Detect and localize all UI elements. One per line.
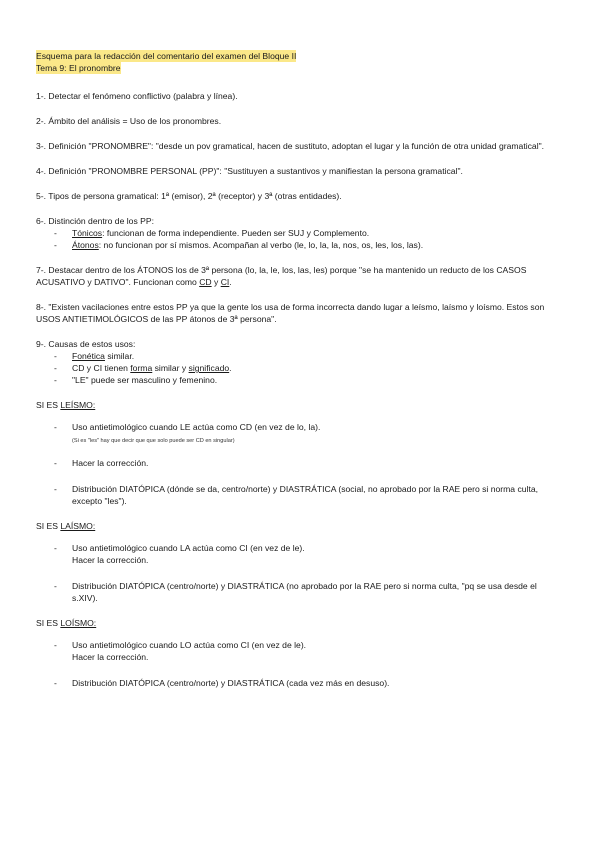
leismo-note: (Si es "les" hay que decir que que solo puede ser CD en singular) [72,438,235,444]
section-loismo [36,617,564,689]
item-6-list [36,227,564,251]
item-8: 8-. "Existen vacilaciones entre estos PP ya que la gente los usa de forma incorrecta dando lugar a leísmo, laísmo y loísmo. Estos son USOS ANTIETIMOLÓGICOS de las PP átonos de 3ª persona". [36,302,545,324]
list-item [54,362,564,374]
leismo-list [36,421,564,507]
list-item [54,483,564,507]
list-item-text: Distribución DIATÓPICA (centro/norte) y DIASTRÁTICA (no aprobado por la RAE pero si norma culta, "pq se usa desde el s.XIV). [72,581,537,603]
item-7-and: y [211,277,221,287]
list-item-text: CD y CI tienen [72,363,131,373]
heading-prefix: SI ES [36,521,61,531]
list-item-text: Uso antietimológico cuando LA actúa como CI (en vez de le). [72,543,305,553]
list-item [54,542,564,566]
list-item-text: Hacer la corrección. [72,555,149,565]
item-2: 2-. Ámbito del análisis = Uso de los pronombres. [36,116,222,126]
list-item-text: : no funcionan por sí mismos. Acompañan al verbo (le, lo, la, la, nos, os, les, los, las). [98,240,424,250]
heading-term: LAÍSMO: [60,521,96,531]
term-significado: significado [188,363,230,373]
item-7-end: . [229,277,232,287]
item-9-head: 9-. Causas de estos usos: [36,339,136,349]
document-page [36,50,564,689]
header-line-1: Esquema para la redacción del comentario del examen del Bloque II [36,51,297,61]
heading-term: LOÍSMO: [60,618,97,628]
heading-prefix: SI ES [36,400,61,410]
loismo-list [36,639,564,689]
list-item-text: : funcionan de forma independiente. Pueden ser SUJ y Complemento. [102,228,370,238]
term-fonetica: Fonética [72,351,105,361]
list-item [54,580,564,604]
list-item [54,421,564,446]
list-item [54,457,564,469]
item-7 [36,264,564,288]
list-item-text: Uso antietimológico cuando LO actúa como CI (en vez de le). [72,640,307,650]
term-forma: forma [130,363,153,373]
item-6-head: 6-. Distinción dentro de los PP: [36,216,154,226]
laismo-heading [36,520,564,532]
item-6 [36,215,564,251]
loismo-heading [36,617,564,629]
list-item-text: Distribución DIATÓPICA (dónde se da, centro/norte) y DIASTRÁTICA (social, no aprobado por la RAE pero si norma culta, excepto "les"). [72,484,539,506]
list-item-text: similar. [104,351,135,361]
list-item-text: Uso antietimológico cuando LE actúa como CD (en vez de lo, la). [72,422,321,432]
item-5: 5-. Tipos de persona gramatical: 1ª (emisor), 2ª (receptor) y 3ª (otras entidades). [36,191,342,201]
term-cd: CD [199,277,212,287]
list-item [54,350,564,362]
list-item [54,227,564,239]
heading-prefix: SI ES [36,618,61,628]
item-7-text: 7-. Destacar dentro de los ÁTONOS los de 3ª persona (lo, la, le, los, las, les) porque "se ha mantenido un reducto de los CASOS ACUSATIVO y DATIVO". Funcionan como [36,265,527,287]
document-header [36,50,564,74]
term-atonos: Átonos [72,240,99,250]
section-laismo [36,520,564,604]
header-line-2: Tema 9: El pronombre [36,63,121,73]
list-item [54,677,564,689]
list-item-text: Distribución DIATÓPICA (centro/norte) y DIASTRÁTICA (cada vez más en desuso). [72,678,390,688]
section-leismo [36,399,564,507]
heading-term: LEÍSMO: [60,400,96,410]
item-4: 4-. Definición "PRONOMBRE PERSONAL (PP)": "Sustituyen a sustantivos y manifiestan la persona gramatical". [36,166,463,176]
list-item-text: Hacer la corrección. [72,652,149,662]
item-9 [36,338,564,386]
term-ci: CI [220,277,230,287]
list-item-text: similar y [152,363,189,373]
list-item-text: . [229,363,232,373]
leismo-heading [36,399,564,411]
term-tonicos: Tónicos [72,228,103,238]
laismo-list [36,542,564,604]
list-item [54,239,564,251]
list-item-text: Hacer la corrección. [72,458,149,468]
item-1: 1-. Detectar el fenómeno conflictivo (palabra y línea). [36,91,238,101]
list-item [54,374,564,386]
list-item [54,639,564,663]
list-item-text: "LE" puede ser masculino y femenino. [72,375,218,385]
item-9-list [36,350,564,386]
item-3: 3-. Definición "PRONOMBRE": "desde un pov gramatical, hacen de sustituto, adoptan el lugar y la función de otra unidad gramatical". [36,141,545,151]
